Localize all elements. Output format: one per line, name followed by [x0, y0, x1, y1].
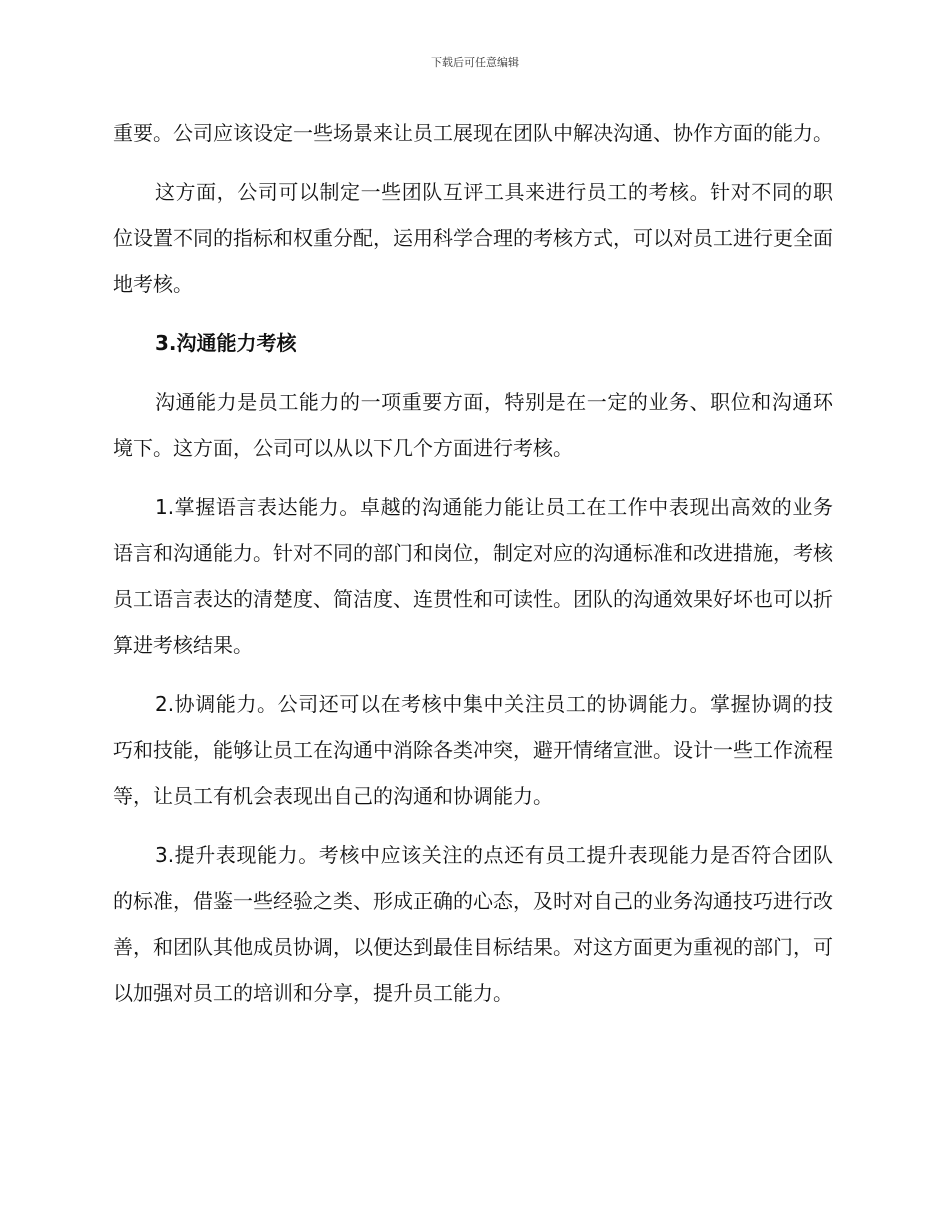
- page-header: 下载后可任意编辑: [431, 56, 519, 69]
- section-heading: 3.沟通能力考核: [155, 331, 297, 355]
- paragraph-4: 1.掌握语言表达能力。卓越的沟通能力能让员工在工作中表现出高效的业务语言和沟通能力。针对不同的部门和岗位，制定对应的沟通标准和改进措施，考核员工语言表达的清楚度、简洁度、连贯性和可读性。团队的沟通效果好坏也可以折算进考核结果。: [113, 495, 833, 657]
- document-body: [113, 110, 833, 1029]
- paragraph-6: 3.提升表现能力。考核中应该关注的点还有员工提升表现能力是否符合团队的标准，借鉴一些经验之类、形成正确的心态，及时对自己的业务沟通技巧进行改善，和团队其他成员协调，以便达到最佳目标结果。对这方面更为重视的部门，可以加强对员工的培训和分享，提升员工能力。: [113, 843, 833, 1005]
- paragraph-1: 重要。公司应该设定一些场景来让员工展现在团队中解决沟通、协作方面的能力。: [113, 121, 833, 145]
- paragraph-5: 2.协调能力。公司还可以在考核中集中关注员工的协调能力。掌握协调的技巧和技能，能够让员工在沟通中消除各类冲突，避开情绪宣泄。设计一些工作流程等，让员工有机会表现出自己的沟通和协调能力。: [113, 692, 833, 808]
- paragraph-3: 沟通能力是员工能力的一项重要方面，特别是在一定的业务、职位和沟通环境下。这方面，公司可以从以下几个方面进行考核。: [113, 390, 833, 460]
- paragraph-2: 这方面，公司可以制定一些团队互评工具来进行员工的考核。针对不同的职位设置不同的指标和权重分配，运用科学合理的考核方式，可以对员工进行更全面地考核。: [113, 180, 833, 296]
